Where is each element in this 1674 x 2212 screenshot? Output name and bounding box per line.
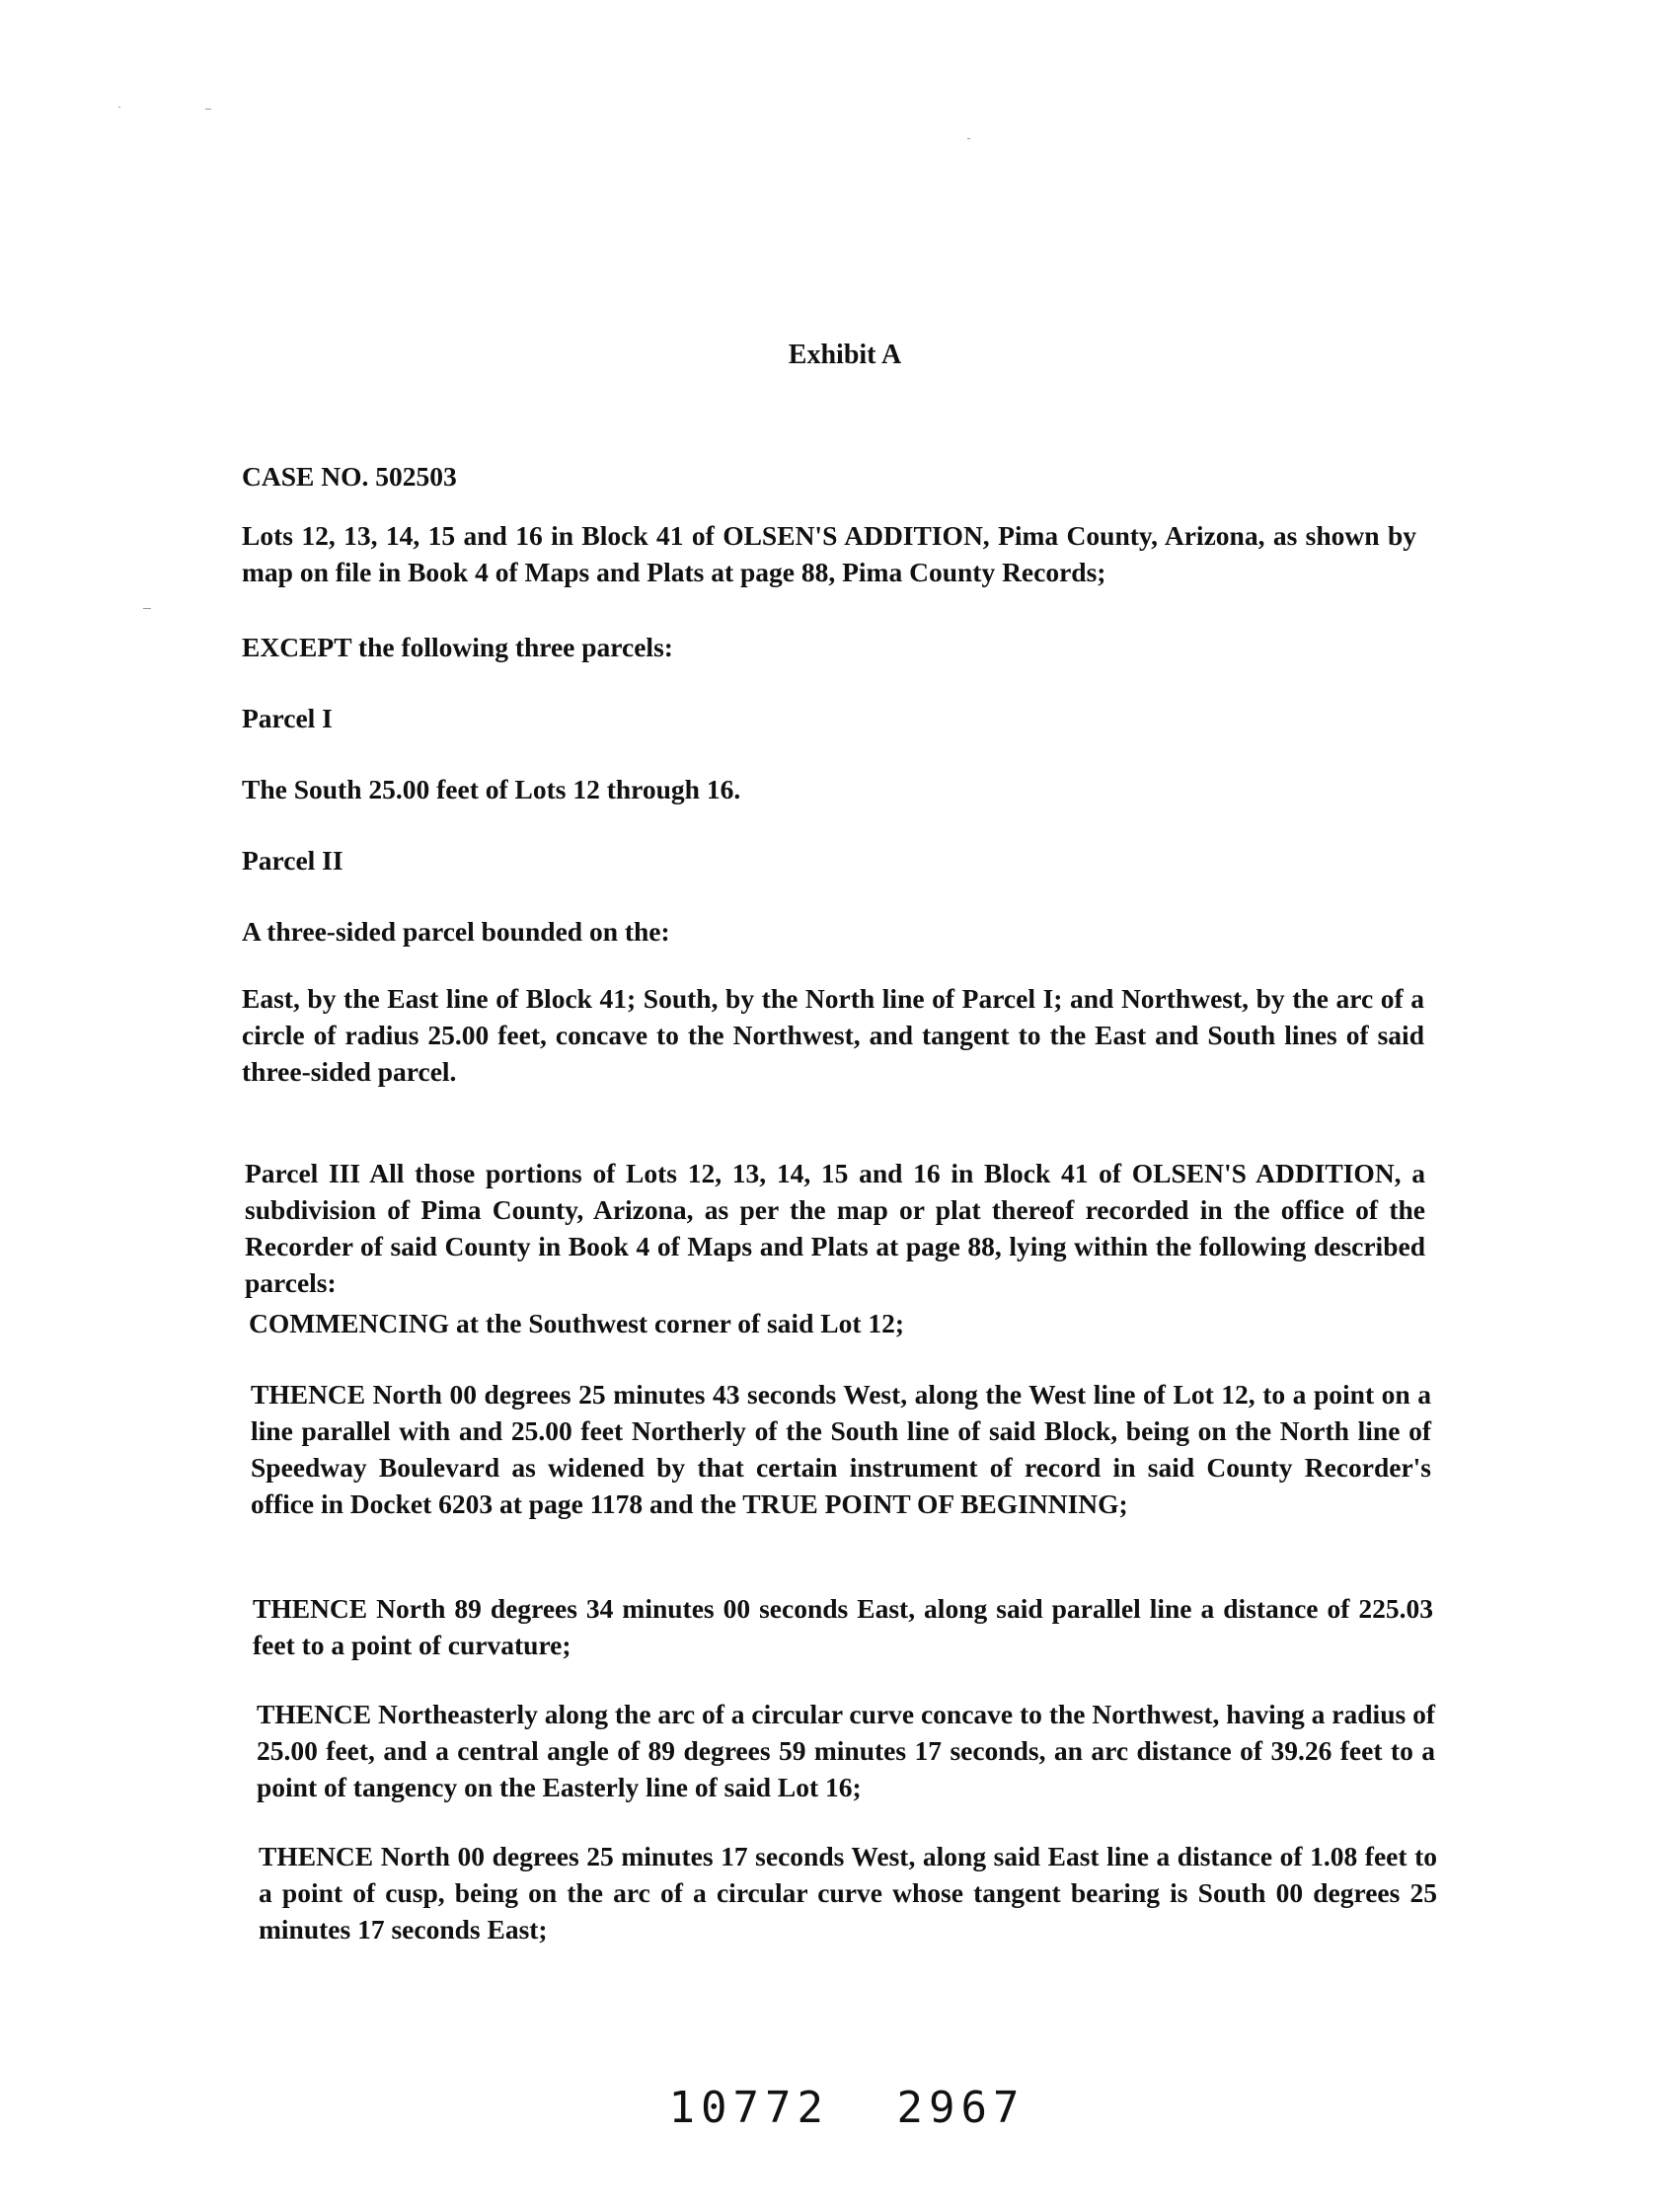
thence-course-4: THENCE North 00 degrees 25 minutes 17 seconds West, along said East line a distance of 1.08 feet to a point of cusp, being on the arc of a circular curve whose tangent bearing is South 00 degrees 25 minutes 17 seconds East; <box>259 1841 1437 1945</box>
parcel-1-text: The South 25.00 feet of Lots 12 through 16. <box>242 774 741 804</box>
scan-speck <box>967 138 970 139</box>
recording-stamp <box>0 2083 1674 2133</box>
parcel-2-heading: Parcel II <box>242 845 343 876</box>
parcel-2-text: East, by the East line of Block 41; South, by the North line of Parcel I; and Northwest, by the arc of a circle of radius 25.00 feet, concave to the Northwest, and tangent to the East and South lines of said three-sided parcel. <box>242 983 1424 1087</box>
parcel-3-text: Parcel III All those portions of Lots 12, 13, 14, 15 and 16 in Block 41 of OLSEN'S ADDITION, a subdivision of Pima County, Arizona, as per the map or plat thereof recorded in the office of the Recorder of said County in Book 4 of Maps and Plats at page 88, lying within the following described parcels: <box>245 1158 1425 1298</box>
lots-description: Lots 12, 13, 14, 15 and 16 in Block 41 of OLSEN'S ADDITION, Pima County, Arizona, as shown by map on file in Book 4 of Maps and Plats at page 88, Pima County Records; <box>242 520 1416 587</box>
page-number: 2967 <box>896 2083 1026 2133</box>
exhibit-title: Exhibit A <box>788 340 902 370</box>
thence-course-1: THENCE North 00 degrees 25 minutes 43 seconds West, along the West line of Lot 12, to a point on a line parallel with and 25.00 feet Northerly of the South line of said Block, being on the North line of Speedway Boulevard as widened by that certain instrument of record in said County Recorder's office in Docket 6203 at page 1178 and the TRUE POINT OF BEGINNING; <box>251 1379 1431 1519</box>
docket-number: 10772 <box>668 2083 829 2133</box>
except-clause: EXCEPT the following three parcels: <box>242 632 673 662</box>
case-number: CASE NO. 502503 <box>242 461 457 492</box>
scan-speck <box>118 107 120 108</box>
thence-course-3: THENCE Northeasterly along the arc of a circular curve concave to the Northwest, having a radius of 25.00 feet, and a central angle of 89 degrees 59 minutes 17 seconds, an arc distance of 39.26 feet to a point of tangency on the Easterly line of said Lot 16; <box>257 1699 1435 1802</box>
thence-course-2: THENCE North 89 degrees 34 minutes 00 seconds East, along said parallel line a distance of 225.03 feet to a point of curvature; <box>253 1593 1433 1660</box>
scan-speck <box>205 109 211 110</box>
commencing-clause: COMMENCING at the Southwest corner of said Lot 12; <box>249 1308 905 1338</box>
parcel-1-heading: Parcel I <box>242 703 333 733</box>
parcel-2-intro: A three-sided parcel bounded on the: <box>242 916 670 947</box>
scan-speck <box>143 608 151 609</box>
